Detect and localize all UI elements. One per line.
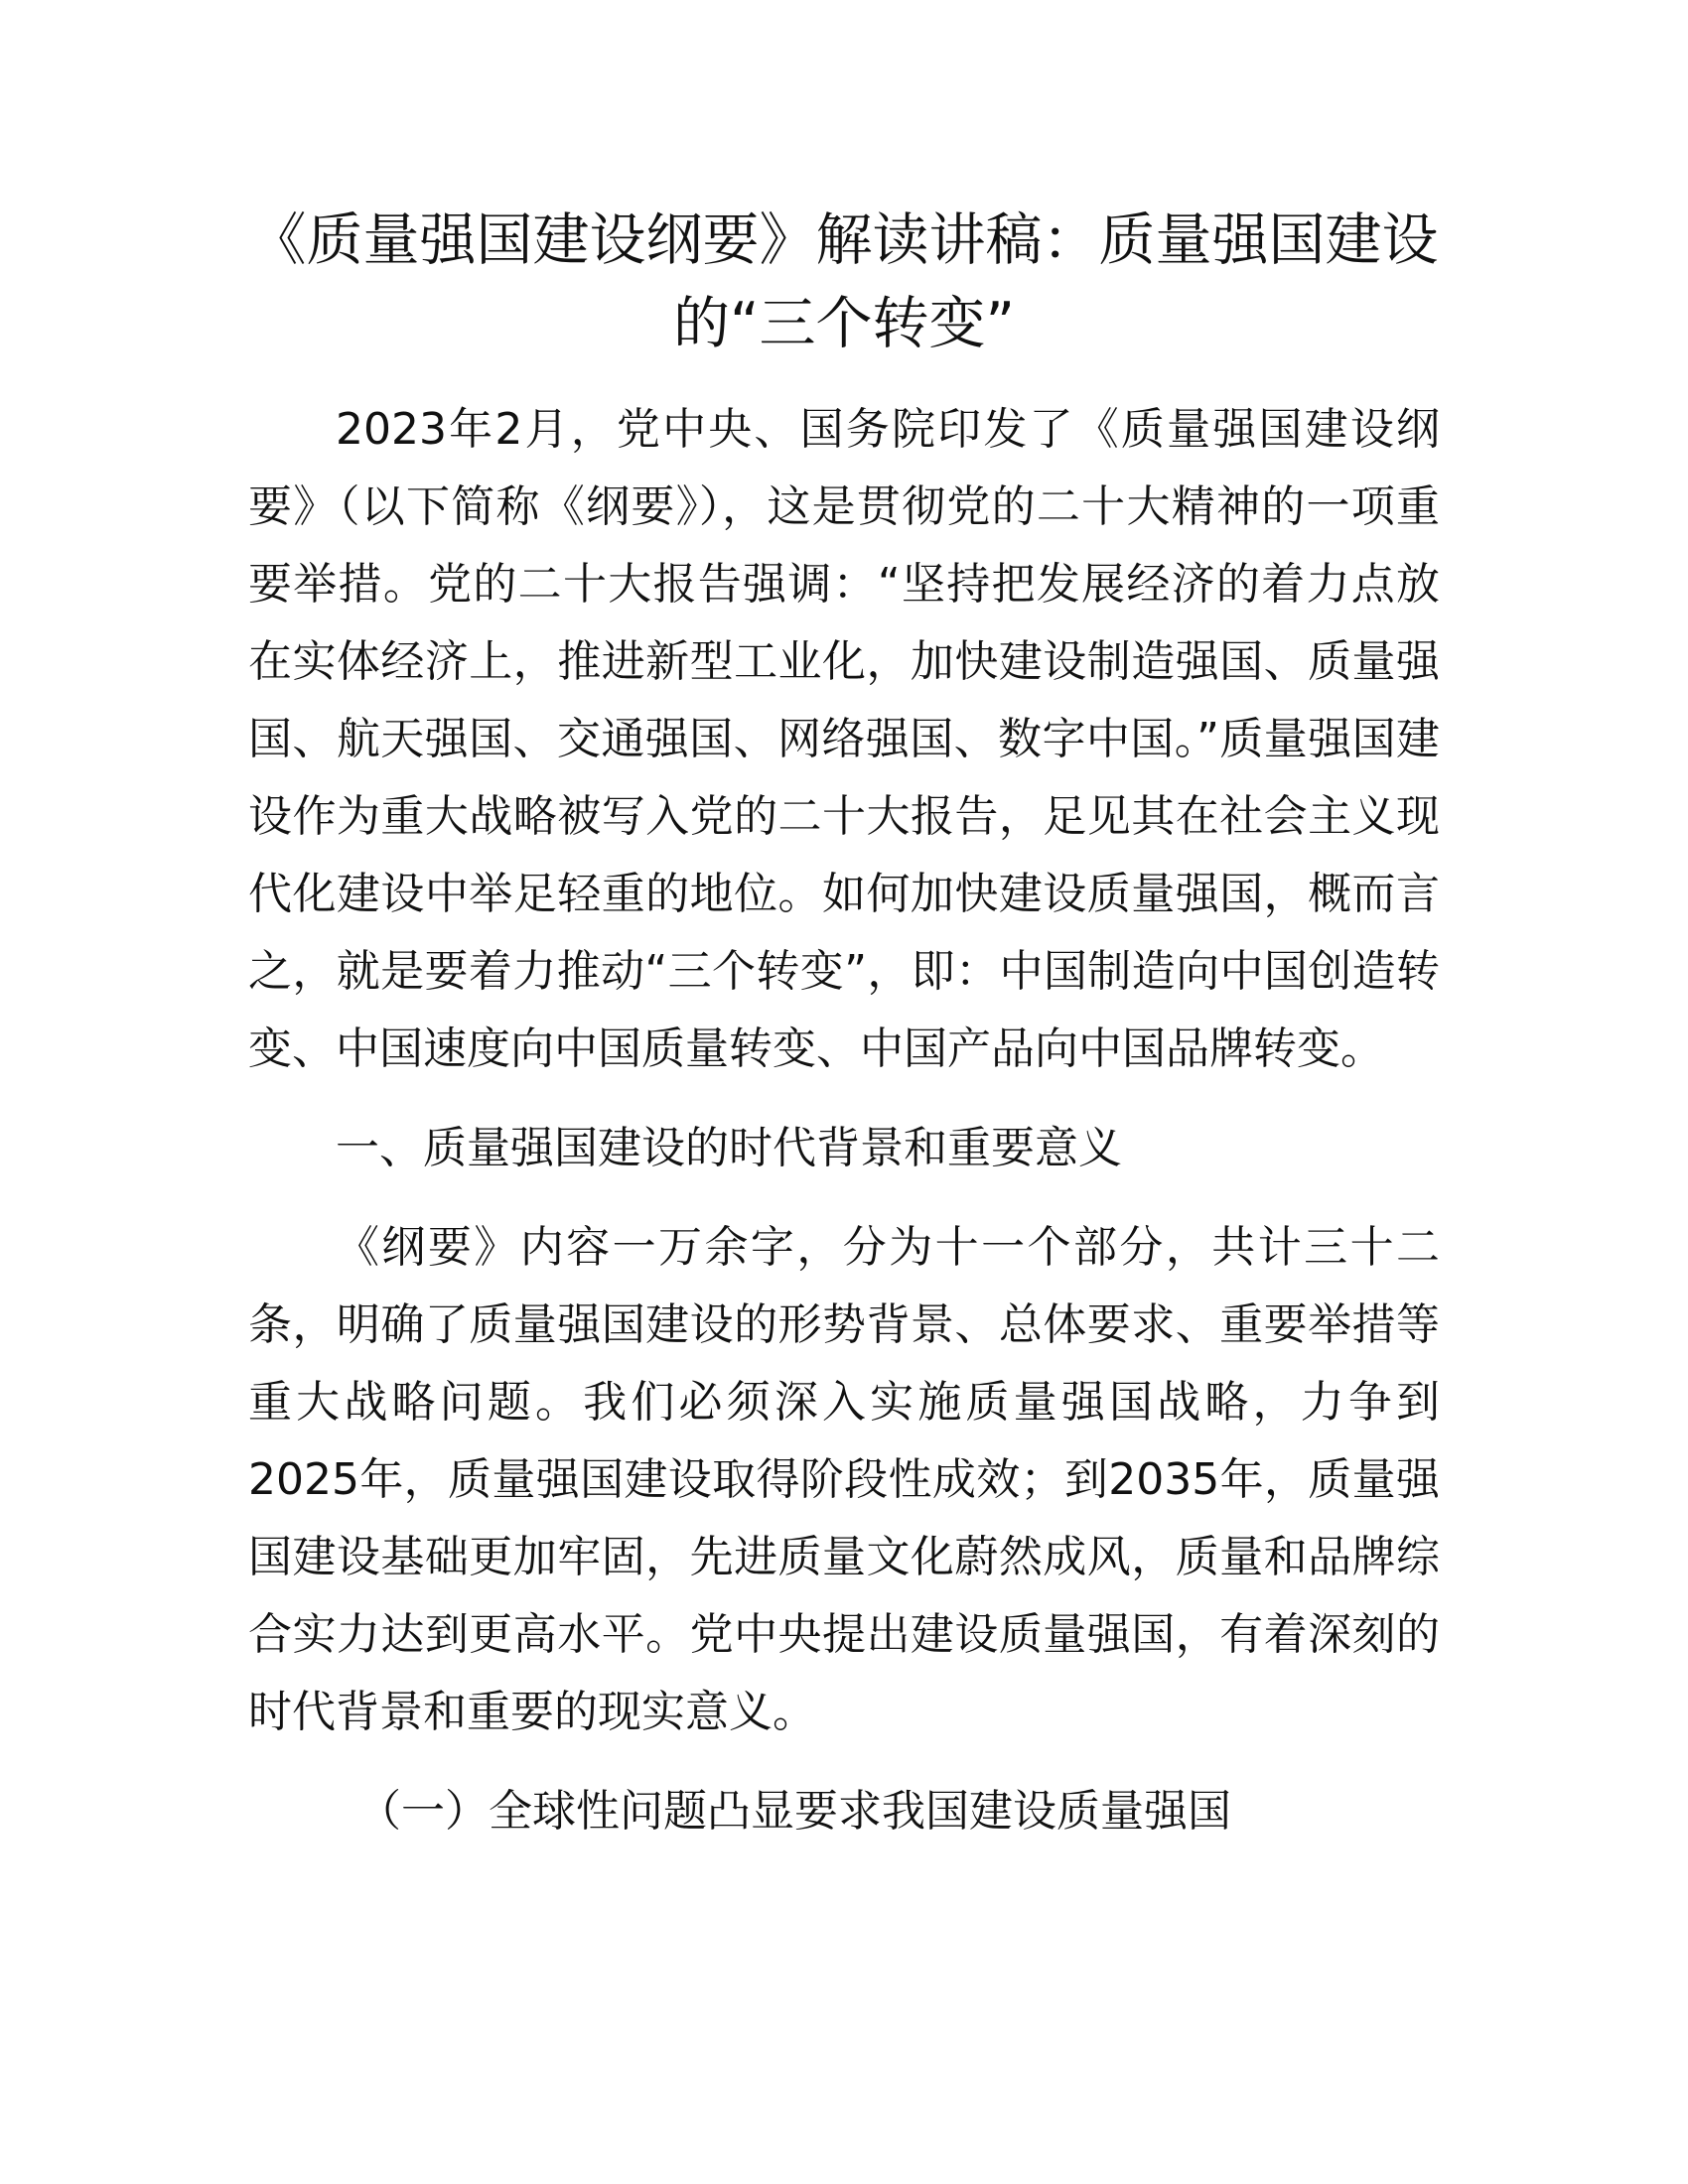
document-body [248,199,1440,1850]
body-paragraph: 《纲要》内容一万余字，分为十一个部分，共计三十二条，明确了质量强国建设的形势背景、总体要求、重要举措等重大战略问题。我们必须深入实施质量强国战略，力争到2025年，质量强国建设取得阶段性成效；到2035年，质量强国建设基础更加牢固，先进质量文化蔚然成风，质量和品牌综合实力达到更高水平。党中央提出建设质量强国，有着深刻的时代背景和重要的现实意义。 [248,1222,1440,1737]
subsection-heading-1: （一）全球性问题凸显要求我国建设质量强国 [357,1786,1231,1837]
section-heading-1: 一、质量强国建设的时代背景和重要意义 [336,1123,1122,1173]
document-title: 《质量强国建设纲要》解读讲稿：质量强国建设的“三个转变” [249,207,1439,356]
intro-paragraph: 2023年2月，党中央、国务院印发了《质量强国建设纲要》（以下简称《纲要》），这是贯彻党的二十大精神的一项重要举措。党的二十大报告强调：“坚持把发展经济的着力点放在实体经济上，推进新型工业化，加快建设制造强国、质量强国、航天强国、交通强国、网络强国、数字中国。”质量强国建设作为重大战略被写入党的二十大报告，足见其在社会主义现代化建设中举足轻重的地位。如何加快建设质量强国，概而言之，就是要着力推动“三个转变”，即：中国制造向中国创造转变、中国速度向中国质量转变、中国产品向中国品牌转变。 [248,404,1440,1074]
